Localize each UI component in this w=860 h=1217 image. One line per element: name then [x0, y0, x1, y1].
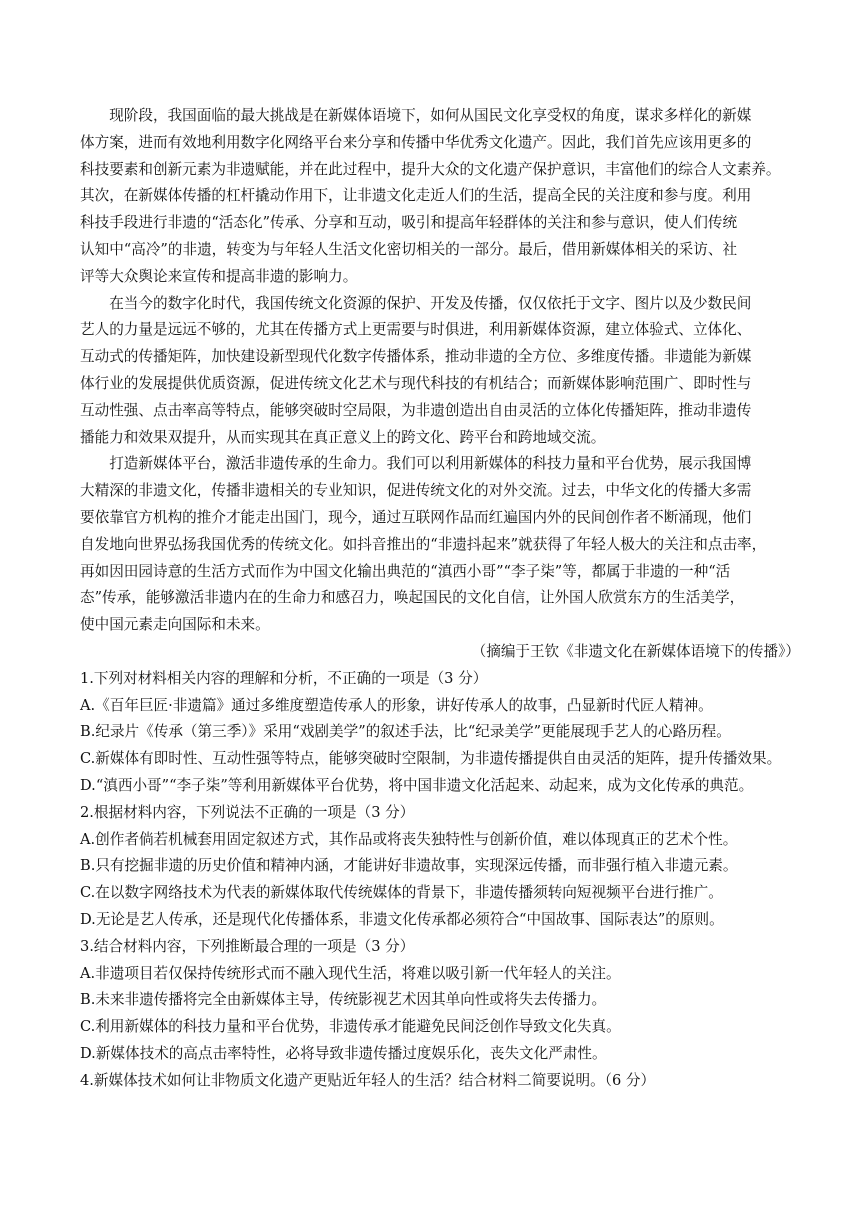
question-stem: 3.结合材料内容，下列推断最合理的一项是（3 分）: [80, 937, 415, 955]
option-a: A.非遗项目若仅保持传统形式而不融入现代生活，将难以吸引新一代年轻人的关注。: [80, 964, 621, 982]
question-4: [80, 1068, 800, 1095]
document-page: [80, 103, 800, 1094]
text-line: 播能力和效果双提升，从而实现其在真正意义上的跨文化、跨平台和跨地域交流。: [80, 428, 606, 446]
question-stem: 2.根据材料内容，下列说法不正确的一项是（3 分）: [80, 803, 415, 821]
text-line: 互动性强、点击率高等特点，能够突破时空局限，为非遗创造出自由灵活的立体化传播矩阵，推动非遗传: [80, 401, 752, 419]
paragraph-3: [80, 451, 800, 639]
text-line: 评等大众舆论来宣传和提高非遗的影响力。: [80, 267, 358, 285]
text-line: 科技手段进行非遗的“活态化”传承、分享和互动，吸引和提高年轻群体的关注和参与意识，使人们传统: [80, 214, 738, 232]
option-b: B.未来非遗传播将完全由新媒体主导，传统影视艺术因其单向性或将失去传播力。: [80, 991, 607, 1009]
text-line: 要依靠官方机构的推介才能走出国门，现今，通过互联网作品而红遍国内外的民间创作者不断涌现，他们: [80, 508, 752, 526]
questions: [80, 666, 800, 1095]
option-d: D.无论是艺人传承，还是现代化传播体系，非遗文化传承都必须符合“中国故事、国际表达”的原则。: [80, 910, 724, 928]
question-2: [80, 800, 800, 934]
text-line: 现阶段，我国面临的最大挑战是在新媒体语境下，如何从国民文化享受权的角度，谋求多样化的新媒: [109, 107, 752, 124]
passage: [80, 103, 800, 666]
text-line: 使中国元素走向国际和未来。: [80, 616, 270, 634]
question-stem: 1.下列对材料相关内容的理解和分析，不正确的一项是（3 分）: [80, 669, 488, 687]
option-b: B.只有挖掘非遗的历史价值和精神内涵，才能讲好非遗故事，实现深远传播，而非强行植入非遗元素。: [80, 857, 738, 875]
text-line: 自发地向世界弘扬我国优秀的传统文化。如抖音推出的“非遗抖起来”就获得了年轻人极大的关注和点击率，: [80, 535, 767, 553]
option-a: A.创作者倘若机械套用固定叙述方式，其作品或将丧失独特性与创新价值，难以体现真正的艺术个性。: [80, 830, 738, 848]
text-line: 态”传承，能够激活非遗内在的生命力和感召力，唤起国民的文化自信，让外国人欣赏东方的生活美学，: [80, 589, 745, 607]
question-1: [80, 666, 800, 800]
paragraph-1: [80, 103, 800, 291]
text-line: 认知中“高冷”的非遗，转变为与年轻人生活文化密切相关的一部分。最后，借用新媒体相关的采访、社: [80, 240, 738, 258]
text-line: 体行业的发展提供优质资源，促进传统文化艺术与现代科技的有机结合；而新媒体影响范围广、即时性与: [80, 374, 752, 392]
text-line: 大精深的非遗文化，传播非遗相关的专业知识，促进传统文化的对外交流。过去，中华文化的传播大多需: [80, 482, 752, 500]
text-line: 在当今的数字化时代，我国传统文化资源的保护、开发及传播，仅仅依托于文字、图片以及少数民间: [109, 294, 752, 312]
text-line: 打造新媒体平台，激活非遗传承的生命力。我们可以利用新媒体的科技力量和平台优势，展示我国博: [109, 455, 752, 473]
paragraph-2: [80, 291, 800, 452]
source-citation: （摘编于王钦《非遗文化在新媒体语境下的传播》）: [471, 642, 800, 660]
option-c: C.在以数字网络技术为代表的新媒体取代传统媒体的背景下，非遗传播须转向短视频平台进行推广。: [80, 884, 723, 902]
question-3: [80, 934, 800, 1068]
text-line: 互动式的传播矩阵，加快建设新型现代化数字传播体系，推动非遗的全方位、多维度传播。非遗能为新媒: [80, 348, 752, 366]
option-d: D.“滇西小哥”“李子柒”等利用新媒体平台优势，将中国非遗文化活起来、动起来，成为文化传承的典范。: [80, 776, 754, 794]
option-d: D.新媒体技术的高点击率特性，必将导致非遗传播过度娱乐化，丧失文化严肃性。: [80, 1044, 607, 1062]
text-line: 科技要素和创新元素为非遗赋能，并在此过程中，提升大众的文化遗产保护意识，丰富他们的综合人文素养。: [80, 160, 781, 178]
option-c: C.利用新媒体的科技力量和平台优势，非遗传承才能避免民间泛创作导致文化失真。: [80, 1018, 621, 1036]
option-a: A.《百年巨匠·非遗篇》通过多维度塑造传承人的形象，讲好传承人的故事，凸显新时代匠人精神。: [80, 696, 713, 714]
text-line: 艺人的力量是远远不够的，尤其在传播方式上更需要与时俱进，利用新媒体资源，建立体验式、立体化、: [80, 321, 752, 339]
option-c: C.新媒体有即时性、互动性强等特点，能够突破时空限制，为非遗传播提供自由灵活的矩阵，提升传播效果。: [80, 750, 782, 768]
question-stem: 4.新媒体技术如何让非物质文化遗产更贴近年轻人的生活？结合材料二简要说明。（6 分）: [80, 1071, 656, 1089]
text-line: 其次，在新媒体传播的杠杆撬动作用下，让非遗文化走近人们的生活，提高全民的关注度和参与度。利用: [80, 187, 752, 205]
text-line: 再如因田园诗意的生活方式而作为中国文化输出典范的“滇西小哥”“李子柒”等，都属于非遗的一种“活: [80, 562, 731, 580]
option-b: B.纪录片《传承（第三季）》采用“戏剧美学”的叙述手法，比“纪录美学”更能展现手艺人的心路历程。: [80, 723, 731, 741]
text-line: 体方案，进而有效地利用数字化网络平台来分享和传播中华优秀文化遗产。因此，我们首先应该用更多的: [80, 133, 752, 151]
